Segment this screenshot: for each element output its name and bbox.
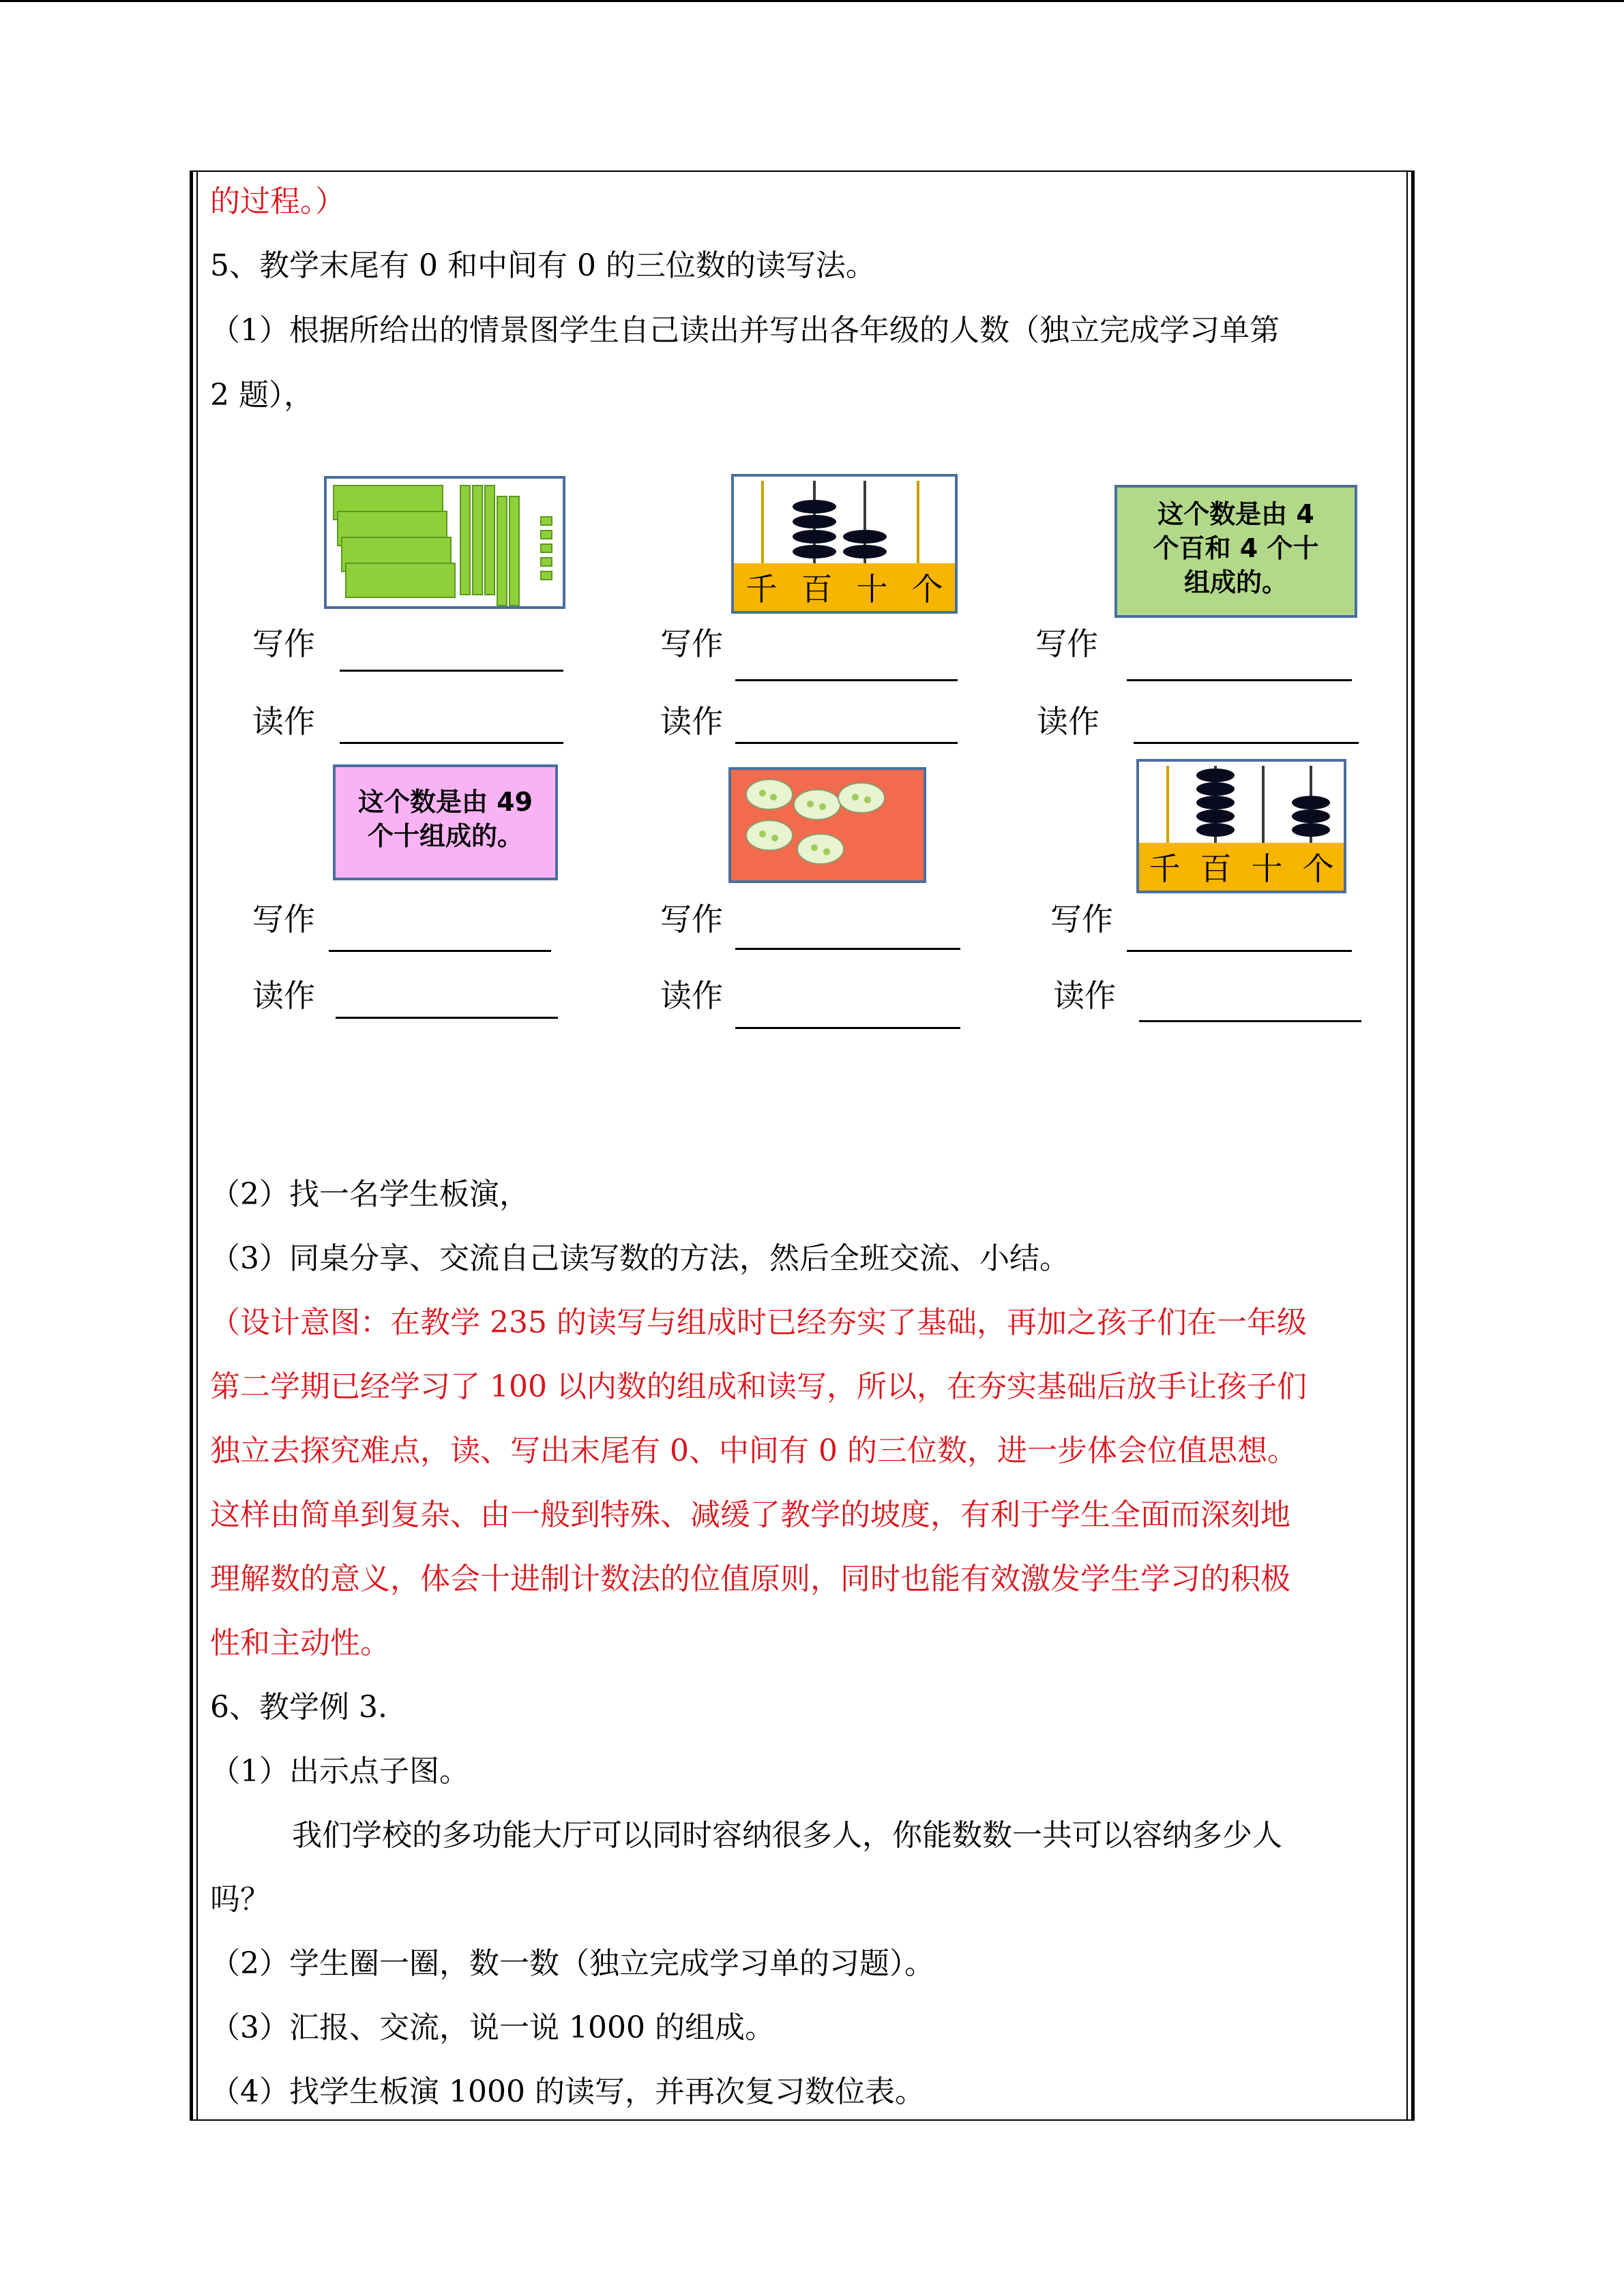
clue-box-49-tens <box>333 764 558 880</box>
abacus-bead <box>843 530 887 543</box>
abacus-bead <box>1196 809 1235 823</box>
text-line-10: 这样由简单到复杂、由一般到特殊、减缓了教学的坡度，有利于学生全面而深刻地 <box>210 1497 1290 1532</box>
write-answer-blank[interactable] <box>735 948 960 950</box>
text-line-11: 理解数的意义，体会十进制计数法的位值原则，同时也能有效激发学生学习的积极 <box>210 1562 1290 1596</box>
read-label: 读作 <box>1053 977 1116 1014</box>
abacus-place-labels <box>1139 843 1344 891</box>
read-answer-blank[interactable] <box>340 742 563 744</box>
text-line-3: （1）根据所给出的情景图学生自己读出并写出各年级的人数（独立完成学习单第 <box>210 313 1280 348</box>
abacus-bead <box>793 530 836 543</box>
text-line-15: 我们学校的多功能大厅可以同时容纳很多人，你能数数一共可以容纳多少人 <box>292 1818 1282 1853</box>
abacus-rod-thousands <box>1166 766 1169 849</box>
abacus-bead <box>1196 769 1235 782</box>
write-label: 写作 <box>1035 625 1098 662</box>
clue-box-line: 个百和 4 个十 <box>1153 533 1319 563</box>
text-line-5: （2）找一名学生板演， <box>210 1177 529 1212</box>
clue-box-line: 这个数是由 49 <box>357 787 533 817</box>
write-answer-blank[interactable] <box>329 950 551 952</box>
abacus-bead <box>793 500 836 513</box>
page-top-rule <box>0 0 1624 2</box>
abacus-bead <box>1196 782 1235 796</box>
read-label: 读作 <box>252 703 315 740</box>
write-label: 写作 <box>660 625 723 662</box>
place-ones: 个 <box>1302 850 1334 887</box>
place-tens: 十 <box>1251 850 1283 887</box>
clue-box-line: 组成的。 <box>1183 567 1288 597</box>
read-label: 读作 <box>660 977 723 1014</box>
clue-box-line: 这个数是由 4 <box>1157 499 1314 529</box>
place-ones: 个 <box>911 571 943 608</box>
abacus-bead <box>1196 796 1235 809</box>
text-line-16: 吗？ <box>210 1882 270 1917</box>
text-line-8: 第二学期已经学习了 100 以内数的组成和读写，所以，在夯实基础后放手让孩子们 <box>210 1369 1307 1404</box>
abacus-figure-2 <box>1136 759 1346 893</box>
frame-top-border <box>190 170 1415 172</box>
text-line-19: （4）找学生板演 1000 的读写，并再次复习数位表。 <box>210 2074 925 2109</box>
abacus-bead <box>843 545 887 558</box>
place-thousands: 千 <box>745 571 778 608</box>
write-label: 写作 <box>1050 901 1113 938</box>
abacus-rod-thousands <box>761 481 764 569</box>
place-thousands: 千 <box>1149 850 1181 887</box>
frame-left-border <box>190 170 193 2121</box>
clue-box-line: 个十组成的。 <box>367 821 523 851</box>
read-label: 读作 <box>660 703 723 740</box>
text-line-14: （1）出示点子图。 <box>210 1754 469 1789</box>
abacus-figure-1 <box>731 474 958 614</box>
read-answer-blank[interactable] <box>336 1017 558 1019</box>
write-answer-blank[interactable] <box>340 670 563 672</box>
place-hundreds: 百 <box>801 571 833 608</box>
text-line-12: 性和主动性。 <box>210 1626 390 1660</box>
text-line-4: 2 题）， <box>210 378 314 413</box>
abacus-rod-tens <box>1262 766 1265 849</box>
text-line-18: （3）汇报、交流，说一说 1000 的组成。 <box>210 2010 775 2045</box>
text-line-6: （3）同桌分享、交流自己读写数的方法，然后全班交流、小结。 <box>210 1241 1069 1276</box>
abacus-bead <box>1292 823 1330 837</box>
text-line-2: 5、教学末尾有 0 和中间有 0 的三位数的读写法。 <box>210 248 876 283</box>
text-line-7: （设计意图：在教学 235 的读写与组成时已经夯实了基础，再加之孩子们在一年级 <box>210 1305 1307 1340</box>
read-label: 读作 <box>1037 703 1099 740</box>
text-line-13: 6、教学例 3. <box>210 1690 387 1725</box>
write-label: 写作 <box>252 625 315 662</box>
text-line-17: （2）学生圈一圈，数一数（独立完成学习单的习题）。 <box>210 1946 934 1981</box>
read-answer-blank[interactable] <box>1139 1020 1361 1022</box>
abacus-bead <box>1196 823 1235 837</box>
abacus-rod-ones <box>917 481 919 569</box>
clue-box-4-hundreds-4-tens <box>1114 485 1357 618</box>
read-label: 读作 <box>252 977 315 1014</box>
read-answer-blank[interactable] <box>1134 742 1359 744</box>
read-answer-blank[interactable] <box>735 742 958 744</box>
abacus-bead <box>1292 809 1330 823</box>
place-tens: 十 <box>856 571 888 608</box>
text-line-1: 的过程。） <box>210 184 345 219</box>
write-answer-blank[interactable] <box>735 679 958 681</box>
frame-bottom-border <box>190 2119 1415 2121</box>
abacus-bead <box>1292 796 1330 809</box>
abacus-place-labels <box>734 563 955 611</box>
bundles-of-ten-figure <box>728 767 926 883</box>
write-answer-blank[interactable] <box>1127 950 1352 952</box>
write-answer-blank[interactable] <box>1127 679 1352 681</box>
abacus-bead <box>793 515 836 528</box>
read-answer-blank[interactable] <box>735 1027 960 1029</box>
base-ten-blocks-figure <box>324 476 565 609</box>
text-line-9: 独立去探究难点，读、写出末尾有 0、中间有 0 的三位数，进一步体会位值思想。 <box>210 1433 1297 1468</box>
place-hundreds: 百 <box>1200 850 1232 887</box>
write-label: 写作 <box>660 901 723 938</box>
abacus-bead <box>793 545 836 558</box>
write-label: 写作 <box>252 901 315 938</box>
frame-left-border-inner <box>196 170 198 2121</box>
